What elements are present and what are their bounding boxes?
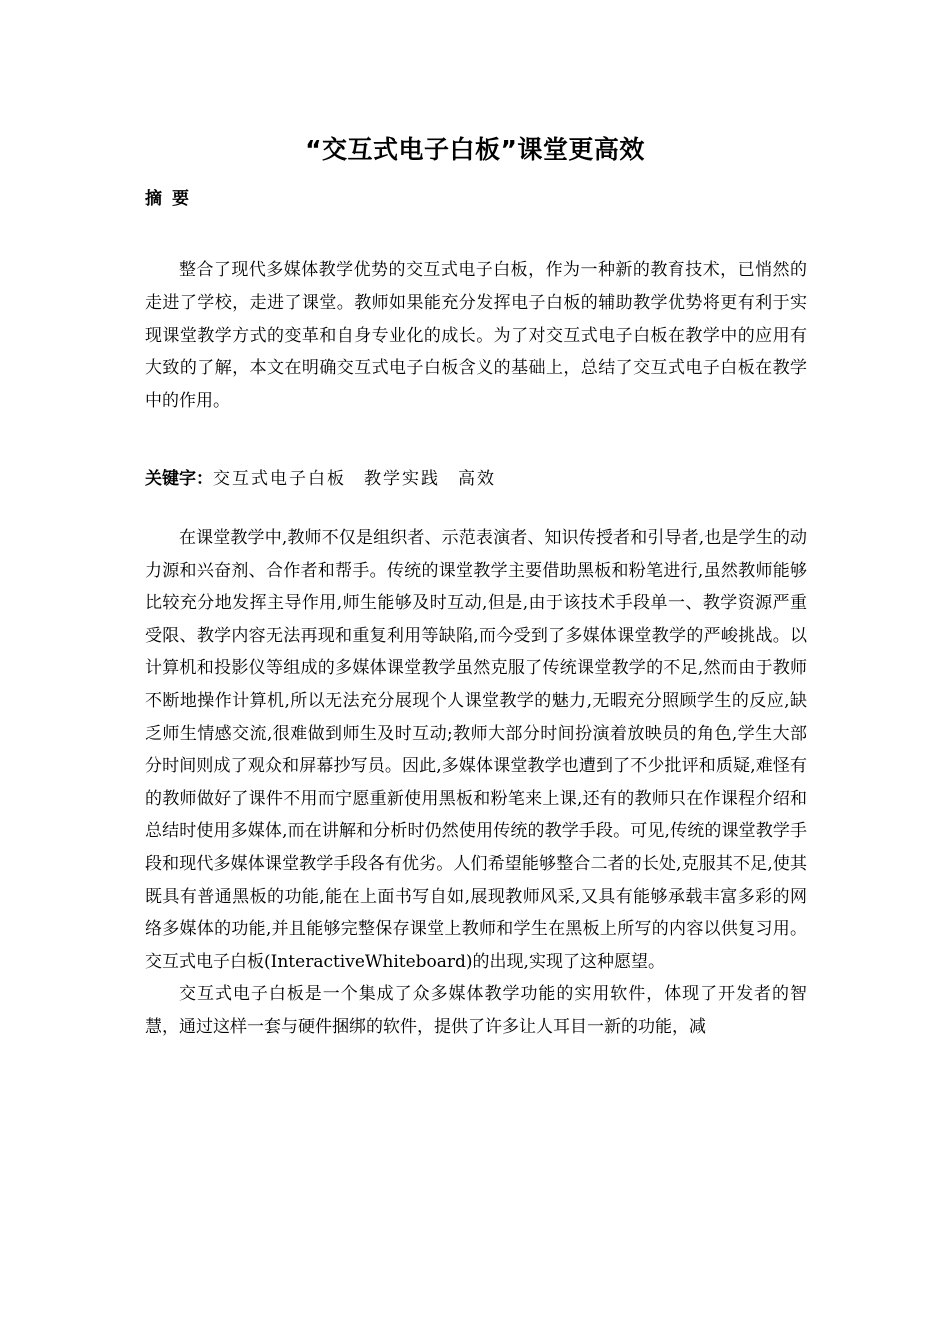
keyword-item: 交互式电子白板 — [213, 469, 346, 489]
main-body — [145, 522, 807, 1044]
keywords-line — [145, 464, 514, 494]
abstract-heading: 摘要 — [145, 189, 199, 209]
keyword-item: 教学实践 — [364, 469, 440, 489]
abstract-body — [145, 254, 807, 418]
body-paragraph: 交互式电子白板是一个集成了众多媒体教学功能的实用软件，体现了开发者的智慧，通过这样一套与硬件捆绑的软件，提供了许多让人耳目一新的功能，减 — [145, 984, 807, 1037]
document-title: “交互式电子白板”课堂更高效 — [305, 135, 645, 164]
body-paragraph: 在课堂教学中,教师不仅是组织者、示范表演者、知识传授者和引导者,也是学生的动力源和兴奋剂、合作者和帮手。传统的课堂教学主要借助黑板和粉笔进行,虽然教师能够比较充分地发挥主导作用,师生能够及时互动,但是,由于该技术手段单一、教学资源严重受限、教学内容无法再现和重复利用等缺陷,而今受到了多媒体课堂教学的严峻挑战。以计算机和投影仪等组成的多媒体课堂教学虽然克服了传统课堂教学的不足,然而由于教师不断地操作计算机,所以无法充分展现个人课堂教学的魅力,无暇充分照顾学生的反应,缺乏师生情感交流,很难做到师生及时互动;教师大部分时间扮演着放映员的角色,学生大部分时间则成了观众和屏幕抄写员。因此,多媒体课堂教学也遭到了不少批评和质疑,难怪有的教师做好了课件不用而宁愿重新使用黑板和粉笔来上课,还有的教师只在作课程介绍和总结时使用多媒体,而在讲解和分析时仍然使用传统的教学手段。可见,传统的课堂教学手段和现代多媒体课堂教学手段各有优劣。人们希望能够整合二者的长处,克服其不足,使其既具有普通黑板的功能,能在上面书写自如,展现教师风采,又具有能够承载丰富多彩的网络多媒体的功能,并且能够完整保存课堂上教师和学生在黑板上所写的内容以供复习用。交互式电子白板(InteractiveWhiteboard)的出现,实现了这种愿望。 — [145, 528, 807, 972]
keyword-item: 高效 — [458, 469, 496, 489]
abstract-paragraph: 整合了现代多媒体教学优势的交互式电子白板，作为一种新的教育技术，已悄然的走进了学校，走进了课堂。教师如果能充分发挥电子白板的辅助教学优势将更有利于实现课堂教学方式的变革和自身专业化的成长。为了对交互式电子白板在教学中的应用有大致的了解，本文在明确交互式电子白板含义的基础上，总结了交互式电子白板在教学中的作用。 — [145, 260, 807, 412]
keywords-label: 关键字： — [145, 469, 213, 489]
